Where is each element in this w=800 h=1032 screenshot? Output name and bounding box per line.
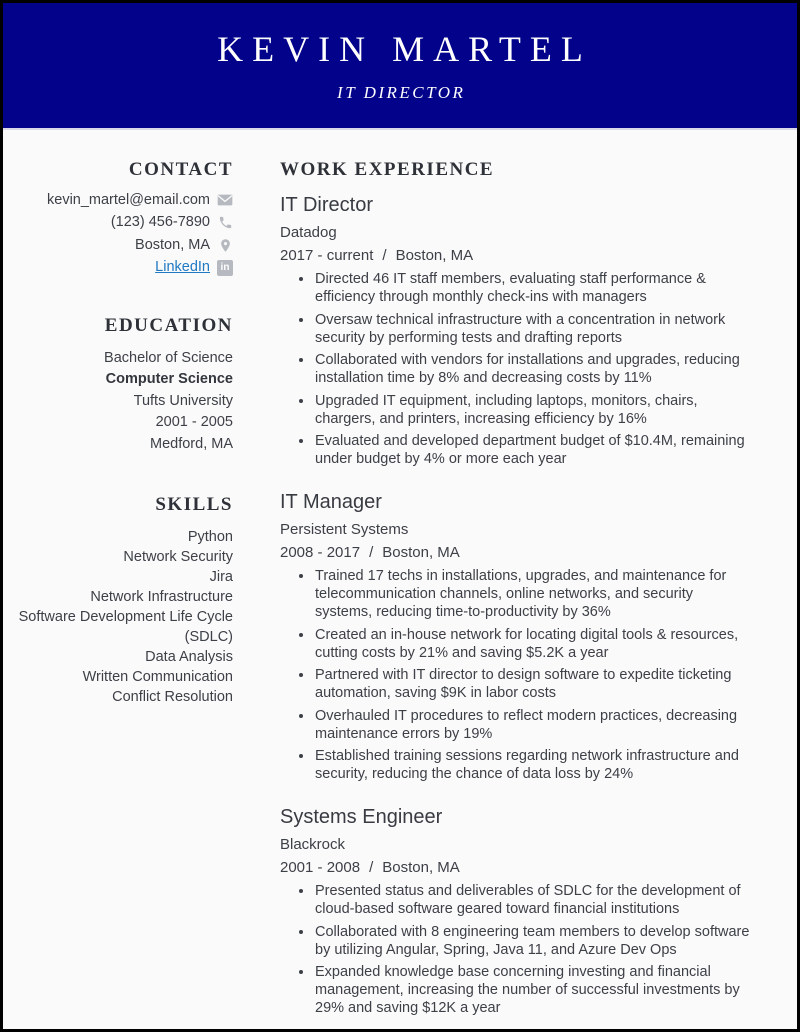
- contact-email-row: [3, 192, 233, 208]
- date-location-separator: /: [369, 859, 374, 876]
- contact-location-row: [3, 237, 233, 253]
- job-bullet-list: [280, 270, 752, 468]
- date-location-separator: /: [369, 544, 374, 561]
- contact-section: [3, 159, 233, 276]
- job-meta: [280, 544, 752, 561]
- skills-heading: SKILLS: [155, 494, 233, 515]
- job-company: Blackrock: [280, 836, 346, 853]
- education-dates: 2001 - 2005: [155, 414, 233, 430]
- work-experience-column: [280, 159, 752, 1032]
- job-company: Persistent Systems: [280, 521, 409, 538]
- job-bullet-list: [280, 882, 752, 1017]
- location-pin-icon: [217, 237, 233, 253]
- work-experience-heading: WORK EXPERIENCE: [280, 159, 495, 180]
- contact-location-text: Boston, MA: [135, 236, 210, 253]
- bullet-item: • Evaluated and developed department budget of $10.4M, remaining under budget by 4% or more each year: [314, 432, 752, 468]
- education-major: Computer Science: [105, 371, 233, 387]
- bullet-item: • Overhauled IT procedures to reflect modern practices, decreasing maintenance errors by 19%: [314, 707, 752, 743]
- skill-written-communication: Written Communication: [82, 669, 233, 685]
- phone-icon: [217, 215, 233, 231]
- job-it-director: [280, 194, 752, 468]
- sidebar: [3, 159, 233, 1032]
- bullet-item: • Upgraded IT equipment, including laptops, monitors, chairs, chargers, and printers, increasing efficiency by 16%: [314, 392, 752, 428]
- skill-python: Python: [187, 529, 233, 545]
- candidate-title: IT DIRECTOR: [337, 83, 466, 102]
- resume-header: [3, 3, 797, 130]
- job-dates: 2001 - 2008: [280, 859, 361, 876]
- job-location: Boston, MA: [395, 247, 474, 264]
- job-title: Systems Engineer: [280, 806, 443, 828]
- education-school: Tufts University: [133, 392, 233, 409]
- contact-phone-row: [3, 215, 233, 231]
- education-location: Medford, MA: [150, 435, 233, 452]
- skill-conflict-resolution: Conflict Resolution: [112, 689, 233, 705]
- job-location: Boston, MA: [382, 544, 460, 561]
- contact-email-text: kevin_martel@email.com: [47, 191, 210, 208]
- bullet-item: • Established training sessions regarding network infrastructure and security, reducing the chance of data loss by 24%: [314, 747, 752, 783]
- bullet-item: • Collaborated with vendors for installations and upgrades, reducing installation time by 8% and decreasing costs by 11%: [314, 351, 752, 387]
- job-it-manager: [280, 491, 752, 783]
- bullet-item: • Partnered with IT director to design software to expedite ticketing automation, saving $9K in labor costs: [314, 666, 752, 702]
- envelope-icon: [217, 192, 233, 208]
- skill-data-analysis: Data Analysis: [145, 649, 233, 665]
- bullet-item: • Trained 17 techs in installations, upgrades, and maintenance for telecommunication channels, online networks, and security systems, reducing time-to-productivity by 36%: [314, 567, 752, 621]
- job-meta: [280, 247, 752, 264]
- candidate-name: KEVIN MARTEL: [217, 29, 592, 69]
- bullet-item: • Presented status and deliverables of SDLC for the development of cloud-based software geared toward financial institutions: [314, 882, 752, 918]
- skill-sdlc: Software Development Life Cycle (SDLC): [18, 609, 233, 645]
- job-bullet-list: [280, 567, 752, 783]
- job-dates: 2017 - current: [280, 247, 374, 264]
- skill-network-security: Network Security: [123, 549, 233, 565]
- contact-phone-text: (123) 456-7890: [110, 214, 210, 230]
- job-title: IT Manager: [280, 491, 382, 513]
- skill-network-infrastructure: Network Infrastructure: [90, 589, 233, 605]
- bullet-item: • Oversaw technical infrastructure with a concentration in network security by performing tests and drafting reports: [314, 311, 752, 347]
- date-location-separator: /: [382, 247, 387, 264]
- resume-body: [3, 130, 797, 1032]
- contact-linkedin-row: [3, 260, 233, 276]
- skills-section: [3, 494, 233, 707]
- contact-heading: CONTACT: [128, 159, 233, 180]
- education-degree: Bachelor of Science: [104, 349, 233, 366]
- skill-jira: Jira: [209, 569, 233, 585]
- job-title: IT Director: [280, 194, 373, 216]
- bullet-item: • Created an in-house network for locating digital tools & resources, cutting costs by 21% and saving $5.2K a year: [314, 626, 752, 662]
- linkedin-link[interactable]: LinkedIn: [155, 259, 210, 275]
- bullet-item: • Expanded knowledge base concerning investing and financial management, increasing the number of successful investments by 29% and saving $12K a year: [314, 963, 752, 1017]
- job-meta: [280, 859, 752, 876]
- bullet-item: • Directed 46 IT staff members, evaluating staff performance & efficiency through monthly check-ins with managers: [314, 270, 752, 306]
- education-section: [3, 315, 233, 456]
- bullet-item: • Collaborated with 8 engineering team members to develop software by utilizing Angular, Spring, Java 11, and Azure Dev Ops: [314, 923, 752, 959]
- job-location: Boston, MA: [382, 859, 460, 876]
- job-company: Datadog: [280, 224, 337, 241]
- education-heading: EDUCATION: [104, 314, 233, 336]
- linkedin-icon[interactable]: in: [217, 260, 233, 276]
- job-dates: 2008 - 2017: [280, 544, 361, 561]
- job-systems-engineer: [280, 806, 752, 1017]
